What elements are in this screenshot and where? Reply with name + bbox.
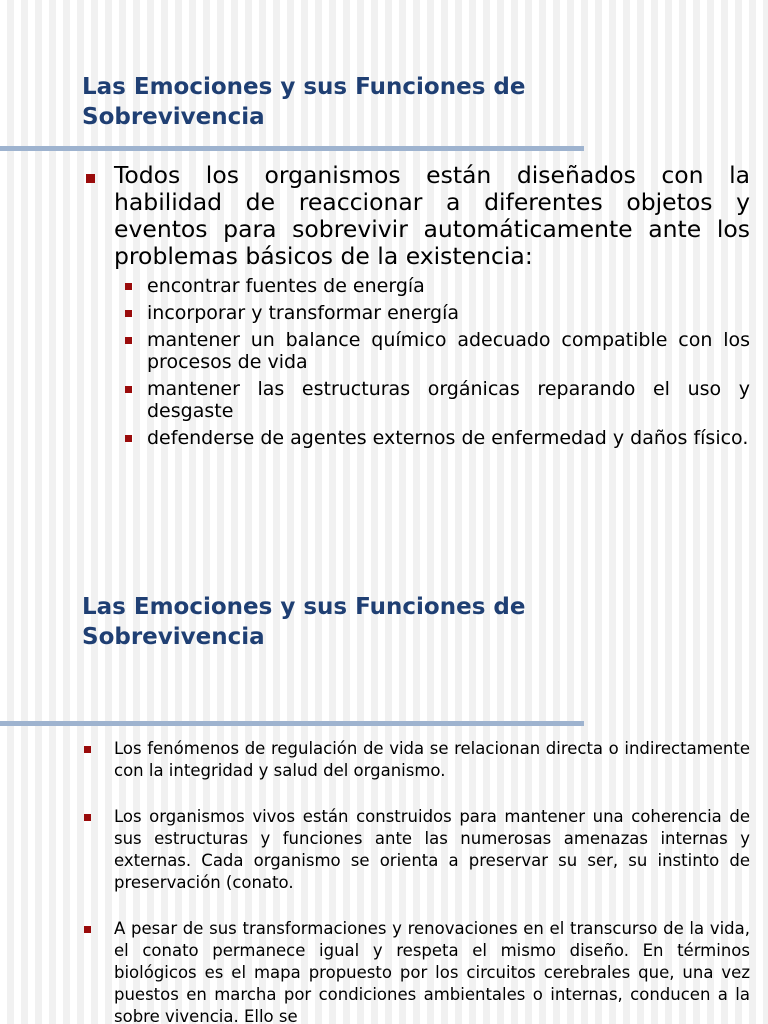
square-bullet-icon	[84, 926, 91, 933]
sub-bullet-text: incorporar y transformar energía	[147, 302, 459, 324]
title-divider	[0, 146, 584, 151]
sub-bullet-text: defenderse de agentes externos de enfermedad y daños físico.	[147, 427, 749, 449]
bullet-text: Los fenómenos de regulación de vida se relacionan directa o indirectamente con la integridad y salud del organismo.	[114, 739, 750, 780]
sub-bullet-text: encontrar fuentes de energía	[147, 275, 425, 297]
bullet-item	[84, 918, 750, 1024]
sub-bullet-item	[114, 302, 750, 324]
title-divider	[0, 721, 584, 726]
square-bullet-icon	[84, 746, 91, 753]
bullet-list	[84, 738, 750, 1024]
bullet-text: Los organismos vivos están construidos para mantener una coherencia de sus estructuras y funciones ante las numerosas amenazas internas y externas. Cada organismo se orienta a preservar su ser, su instinto de preservación (conato.	[114, 807, 750, 892]
square-bullet-icon	[125, 337, 132, 344]
slide-title: Las Emociones y sus Funciones de Sobrevivencia	[82, 594, 526, 650]
sub-bullet-item	[114, 329, 750, 373]
square-bullet-icon	[84, 814, 91, 821]
bullet-item	[84, 738, 750, 782]
sub-bullet-item	[114, 427, 750, 449]
square-bullet-icon	[125, 386, 132, 393]
slide-2	[0, 576, 768, 1024]
square-bullet-icon	[125, 310, 132, 317]
square-bullet-icon	[125, 283, 132, 290]
sub-bullet-list	[114, 275, 750, 449]
square-bullet-icon	[125, 435, 132, 442]
bullet-text: A pesar de sus transformaciones y renovaciones en el transcurso de la vida, el conato permanece igual y respeta el mismo diseño. En términos biológicos es el mapa propuesto por los circuitos cerebrales que, una vez puestos en marcha por condiciones ambientales o internas, conducen a la sobre vivencia. Ello se	[114, 919, 750, 1024]
bullet-text: Todos los organismos están diseñados con la habilidad de reaccionar a diferentes objetos y eventos para sobrevivir automáticamente ante los problemas básicos de la existencia:	[114, 161, 750, 270]
sub-bullet-text: mantener un balance químico adecuado compatible con los procesos de vida	[147, 329, 750, 373]
bullet-item	[80, 162, 750, 449]
sub-bullet-text: mantener las estructuras orgánicas reparando el uso y desgaste	[147, 378, 750, 422]
square-bullet-icon	[86, 174, 95, 183]
bullet-item	[84, 806, 750, 894]
sub-bullet-item	[114, 378, 750, 422]
sub-bullet-item	[114, 275, 750, 297]
slide-title: Las Emociones y sus Funciones de Sobrevivencia	[82, 74, 526, 130]
bullet-list	[80, 162, 750, 454]
